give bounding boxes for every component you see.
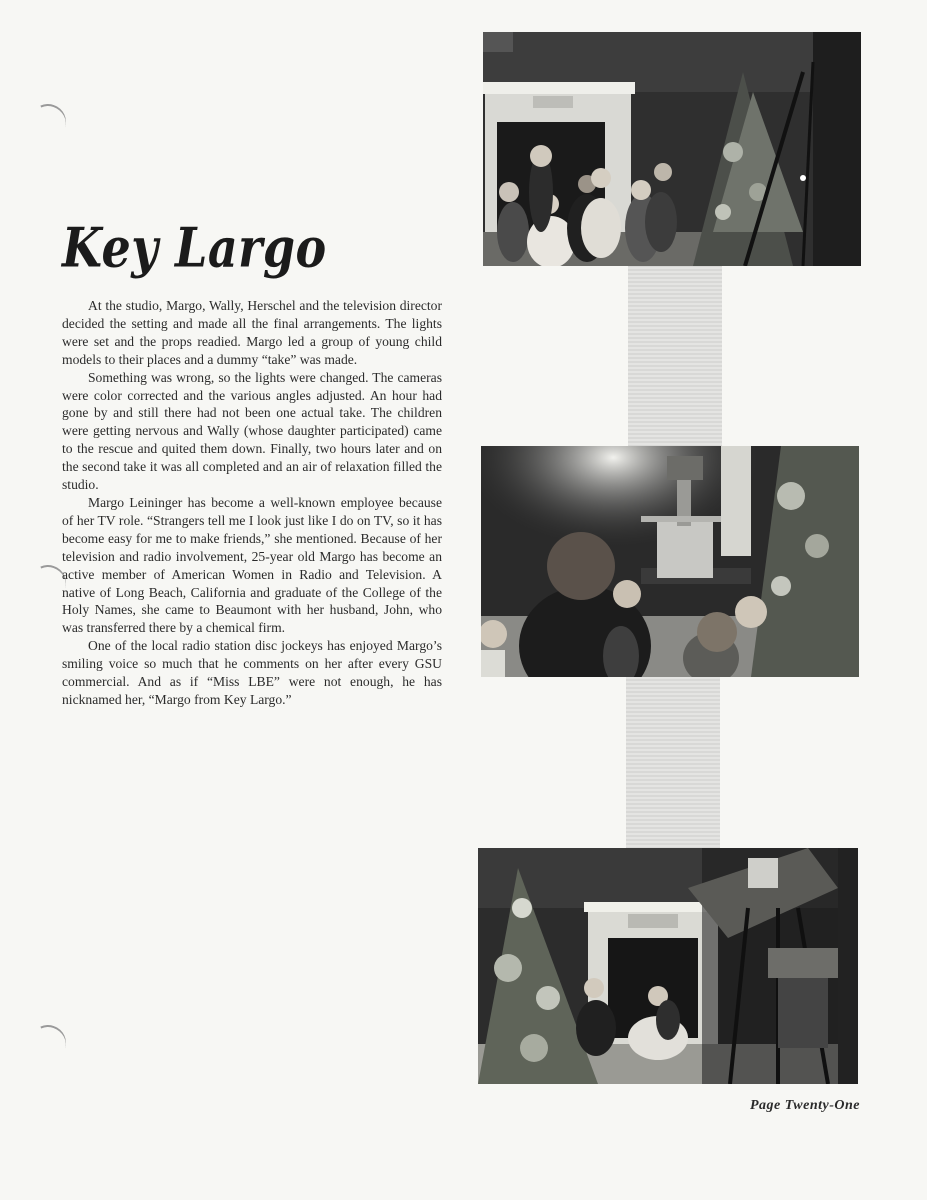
article-paragraph: One of the local radio station disc jockeys has enjoyed Margo’s smiling voice so much that he comments on her after every GSU commercial. And as if “Miss LBE” were not enough, he has nicknamed her, “Margo from Key Largo.” <box>62 638 442 707</box>
punch-hole-mark <box>25 1020 71 1066</box>
fireplace-camera-photo <box>478 848 858 1084</box>
page-number: Page Twenty-One <box>749 1098 860 1113</box>
article-title: Key Largo <box>62 215 327 280</box>
studio-camera-photo <box>481 446 859 677</box>
children-by-fireplace-photo <box>483 32 861 266</box>
article-body <box>62 297 442 709</box>
film-strip-connector <box>626 677 720 849</box>
article-paragraph: Something was wrong, so the lights were changed. The cameras were color corrected and the various angles adjusted. An hour had gone by and still there had not been one actual take. The children were getting nervous and Wally (whose daughter participated) came to the rescue and quited them down. Finally, two hours later and on the second take it was all completed and an air of relaxation filled the studio. <box>62 369 442 493</box>
article-paragraph: Margo Leininger has become a well-known employee because of her TV role. “Strangers tell me I look just like I do on TV, so it has become easy for me to make friends,” she mentioned. Because of her television and radio involvement, 25-year old Margo has become an active member of American Women in Radio and Television. A native of Long Beach, California and graduate of the College of the Holy Names, she came to Beaumont with her husband, John, who was transferred there by a chemical firm. <box>62 494 442 636</box>
film-strip-connector <box>628 265 722 447</box>
article-paragraph: At the studio, Margo, Wally, Herschel and the television director decided the setting and made all the final arrangements. The lights were set and the props readied. Margo led a group of young child models to their places and a dummy “take” was made. <box>62 298 442 367</box>
punch-hole-mark <box>25 99 71 145</box>
